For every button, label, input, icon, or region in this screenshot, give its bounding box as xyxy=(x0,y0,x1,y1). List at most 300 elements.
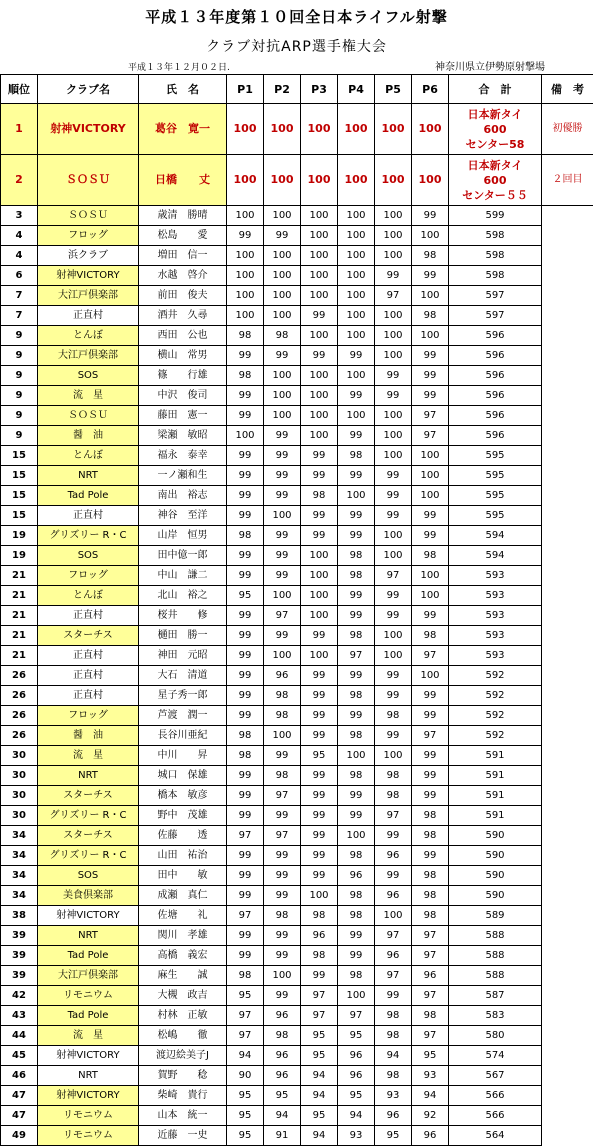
score-cell: 95 xyxy=(227,986,264,1006)
club-cell: 正直村 xyxy=(38,646,139,666)
total-cell: 594 xyxy=(449,546,542,566)
club-cell: フロッグ xyxy=(38,226,139,246)
name-cell: 成瀬 真仁 xyxy=(139,886,227,906)
score-cell: 99 xyxy=(412,846,449,866)
total-cell: 591 xyxy=(449,746,542,766)
score-cell: 99 xyxy=(264,626,301,646)
total-cell: 580 xyxy=(449,1026,542,1046)
rank-cell: 34 xyxy=(1,866,38,886)
score-cell: 99 xyxy=(301,826,338,846)
name-cell: 日橋 丈 xyxy=(139,155,227,206)
score-cell: 95 xyxy=(301,1026,338,1046)
total-cell: 590 xyxy=(449,846,542,866)
club-cell: SOS xyxy=(38,546,139,566)
score-cell: 98 xyxy=(338,906,375,926)
table-row xyxy=(1,1086,593,1106)
rank-cell: 34 xyxy=(1,846,38,866)
score-cell: 95 xyxy=(227,1106,264,1126)
name-cell: 山田 祐治 xyxy=(139,846,227,866)
rank-cell: 9 xyxy=(1,326,38,346)
score-cell: 100 xyxy=(264,386,301,406)
total-cell: 593 xyxy=(449,626,542,646)
table-row xyxy=(1,246,593,266)
score-cell: 99 xyxy=(338,706,375,726)
score-cell: 99 xyxy=(264,986,301,1006)
score-cell: 98 xyxy=(412,306,449,326)
results-table xyxy=(0,74,593,1146)
table-row xyxy=(1,706,593,726)
score-cell: 100 xyxy=(301,406,338,426)
rank-cell: 39 xyxy=(1,946,38,966)
score-cell: 99 xyxy=(412,346,449,366)
rank-cell: 47 xyxy=(1,1086,38,1106)
total-cell: 593 xyxy=(449,586,542,606)
score-cell: 98 xyxy=(227,526,264,546)
score-cell: 99 xyxy=(264,526,301,546)
total-cell: 596 xyxy=(449,326,542,346)
club-cell: ＳＯＳＵ xyxy=(38,406,139,426)
score-cell: 99 xyxy=(227,926,264,946)
score-cell: 99 xyxy=(301,966,338,986)
name-cell: 賀野 稔 xyxy=(139,1066,227,1086)
note-cell: ２回目 xyxy=(542,155,593,206)
rank-cell: 15 xyxy=(1,466,38,486)
score-cell: 100 xyxy=(338,326,375,346)
table-row xyxy=(1,886,593,906)
score-cell: 100 xyxy=(375,906,412,926)
score-cell: 100 xyxy=(264,266,301,286)
score-cell: 97 xyxy=(412,946,449,966)
table-row xyxy=(1,486,593,506)
score-cell: 94 xyxy=(301,1086,338,1106)
rank-cell: 34 xyxy=(1,826,38,846)
score-cell: 99 xyxy=(338,506,375,526)
rank-cell: 30 xyxy=(1,806,38,826)
score-cell: 99 xyxy=(227,466,264,486)
page-subtitle: クラブ対抗ARP選手権大会 xyxy=(0,36,593,56)
score-cell: 100 xyxy=(375,546,412,566)
score-cell: 100 xyxy=(412,226,449,246)
club-cell: グリズリー R・C xyxy=(38,806,139,826)
score-cell: 99 xyxy=(264,346,301,366)
table-row xyxy=(1,206,593,226)
name-cell: 村林 正敏 xyxy=(139,1006,227,1026)
score-cell: 100 xyxy=(338,266,375,286)
club-cell: SOS xyxy=(38,366,139,386)
score-cell: 99 xyxy=(227,346,264,366)
score-cell: 99 xyxy=(338,926,375,946)
score-cell: 91 xyxy=(264,1126,301,1146)
club-cell: とんぼ xyxy=(38,446,139,466)
score-cell: 99 xyxy=(375,726,412,746)
table-row xyxy=(1,266,593,286)
score-cell: 97 xyxy=(227,1026,264,1046)
name-cell: 松島 愛 xyxy=(139,226,227,246)
score-cell: 99 xyxy=(412,746,449,766)
score-cell: 97 xyxy=(412,926,449,946)
score-cell: 98 xyxy=(338,766,375,786)
score-cell: 100 xyxy=(338,206,375,226)
name-cell: 渡辺絵美子J xyxy=(139,1046,227,1066)
table-row xyxy=(1,846,593,866)
score-cell: 99 xyxy=(227,886,264,906)
total-cell: 596 xyxy=(449,386,542,406)
name-cell: 一ノ瀬和生 xyxy=(139,466,227,486)
score-cell: 96 xyxy=(375,1106,412,1126)
score-cell: 98 xyxy=(338,626,375,646)
score-cell: 99 xyxy=(227,606,264,626)
score-cell: 96 xyxy=(264,1066,301,1086)
name-cell: 中川 昇 xyxy=(139,746,227,766)
score-cell: 99 xyxy=(227,686,264,706)
rank-cell: 19 xyxy=(1,546,38,566)
score-cell: 93 xyxy=(375,1086,412,1106)
total-line: センター５５ xyxy=(449,188,541,203)
score-cell: 100 xyxy=(301,266,338,286)
total-cell: 597 xyxy=(449,286,542,306)
score-cell: 99 xyxy=(264,546,301,566)
rank-cell: 19 xyxy=(1,526,38,546)
score-cell: 97 xyxy=(264,606,301,626)
score-cell: 95 xyxy=(338,1026,375,1046)
table-row xyxy=(1,426,593,446)
score-cell: 94 xyxy=(338,1106,375,1126)
score-cell: 95 xyxy=(227,1086,264,1106)
score-cell: 98 xyxy=(264,326,301,346)
table-row xyxy=(1,666,593,686)
total-cell: 595 xyxy=(449,466,542,486)
table-row xyxy=(1,566,593,586)
score-cell: 95 xyxy=(227,586,264,606)
table-row xyxy=(1,1026,593,1046)
score-cell: 99 xyxy=(227,386,264,406)
score-cell: 99 xyxy=(264,886,301,906)
name-cell: 柴崎 貴行 xyxy=(139,1086,227,1106)
score-cell: 100 xyxy=(301,646,338,666)
rank-cell: 9 xyxy=(1,406,38,426)
name-cell: 佐塘 礼 xyxy=(139,906,227,926)
header-p3: P3 xyxy=(301,75,338,104)
score-cell: 100 xyxy=(338,226,375,246)
score-cell: 99 xyxy=(264,226,301,246)
rank-cell: 47 xyxy=(1,1106,38,1126)
score-cell: 100 xyxy=(301,606,338,626)
table-row xyxy=(1,406,593,426)
score-cell: 100 xyxy=(301,566,338,586)
score-cell: 98 xyxy=(412,886,449,906)
score-cell: 99 xyxy=(227,946,264,966)
table-row xyxy=(1,766,593,786)
table-row xyxy=(1,446,593,466)
score-cell: 98 xyxy=(264,1026,301,1046)
score-cell: 99 xyxy=(412,766,449,786)
score-cell: 99 xyxy=(264,746,301,766)
rank-cell: 15 xyxy=(1,506,38,526)
score-cell: 100 xyxy=(338,826,375,846)
name-cell: 水越 啓介 xyxy=(139,266,227,286)
club-cell: Tad Pole xyxy=(38,1006,139,1026)
rank-cell: 30 xyxy=(1,786,38,806)
header-p5: P5 xyxy=(375,75,412,104)
score-cell: 100 xyxy=(375,346,412,366)
club-cell: 流 星 xyxy=(38,746,139,766)
score-cell: 99 xyxy=(338,666,375,686)
name-cell: 近藤 一史 xyxy=(139,1126,227,1146)
total-cell: 591 xyxy=(449,786,542,806)
score-cell: 99 xyxy=(264,446,301,466)
table-row xyxy=(1,786,593,806)
name-cell: 樋田 勝一 xyxy=(139,626,227,646)
score-cell: 99 xyxy=(264,946,301,966)
score-cell: 99 xyxy=(375,386,412,406)
score-cell: 98 xyxy=(264,686,301,706)
score-cell: 99 xyxy=(301,706,338,726)
score-cell: 100 xyxy=(375,406,412,426)
score-cell: 99 xyxy=(227,706,264,726)
name-cell: 城口 保雄 xyxy=(139,766,227,786)
table-row xyxy=(1,286,593,306)
score-cell: 95 xyxy=(375,1126,412,1146)
score-cell: 98 xyxy=(338,966,375,986)
score-cell: 100 xyxy=(338,986,375,1006)
name-cell: 篠 行雄 xyxy=(139,366,227,386)
table-row xyxy=(1,726,593,746)
score-cell: 95 xyxy=(264,1086,301,1106)
score-cell: 97 xyxy=(412,406,449,426)
name-cell: 佐藤 透 xyxy=(139,826,227,846)
rank-cell: 46 xyxy=(1,1066,38,1086)
score-cell: 99 xyxy=(412,606,449,626)
name-cell: 桜井 修 xyxy=(139,606,227,626)
score-cell: 96 xyxy=(375,886,412,906)
score-cell: 100 xyxy=(264,646,301,666)
rank-cell: 9 xyxy=(1,346,38,366)
score-cell: 99 xyxy=(227,866,264,886)
table-row xyxy=(1,466,593,486)
club-cell: リモニウム xyxy=(38,986,139,1006)
total-cell: 566 xyxy=(449,1086,542,1106)
total-cell: 595 xyxy=(449,446,542,466)
table-row xyxy=(1,946,593,966)
score-cell: 100 xyxy=(264,286,301,306)
score-cell: 98 xyxy=(338,726,375,746)
score-cell: 100 xyxy=(301,246,338,266)
score-cell: 100 xyxy=(301,586,338,606)
score-cell: 90 xyxy=(227,1066,264,1086)
total-cell: 593 xyxy=(449,646,542,666)
note-blank xyxy=(542,206,593,1146)
rank-cell: 45 xyxy=(1,1046,38,1066)
score-cell: 100 xyxy=(227,426,264,446)
score-cell: 97 xyxy=(227,826,264,846)
score-cell: 100 xyxy=(264,246,301,266)
total-cell: 596 xyxy=(449,426,542,446)
score-cell: 98 xyxy=(264,706,301,726)
table-row xyxy=(1,104,593,155)
name-cell: 芦渡 潤一 xyxy=(139,706,227,726)
score-cell: 97 xyxy=(412,426,449,446)
club-cell: 正直村 xyxy=(38,506,139,526)
club-cell: リモニウム xyxy=(38,1106,139,1126)
rank-cell: 44 xyxy=(1,1026,38,1046)
score-cell: 98 xyxy=(375,1026,412,1046)
name-cell: 藤田 憲一 xyxy=(139,406,227,426)
score-cell: 94 xyxy=(301,1066,338,1086)
score-cell: 98 xyxy=(375,1006,412,1026)
score-cell: 98 xyxy=(412,1006,449,1026)
score-cell: 98 xyxy=(301,486,338,506)
club-cell: 正直村 xyxy=(38,666,139,686)
score-cell: 100 xyxy=(412,666,449,686)
score-cell: 98 xyxy=(412,826,449,846)
score-cell: 98 xyxy=(227,966,264,986)
table-row xyxy=(1,155,593,206)
score-cell: 98 xyxy=(227,746,264,766)
score-cell: 98 xyxy=(338,846,375,866)
page-title: 平成１３年度第１０回全日本ライフル射撃 xyxy=(0,6,593,27)
club-cell: フロッグ xyxy=(38,706,139,726)
name-cell: 前田 俊夫 xyxy=(139,286,227,306)
score-cell: 99 xyxy=(301,806,338,826)
score-cell: 100 xyxy=(301,386,338,406)
total-cell: 598 xyxy=(449,226,542,246)
score-cell: 100 xyxy=(338,155,375,206)
rank-cell: 21 xyxy=(1,566,38,586)
score-cell: 94 xyxy=(412,1086,449,1106)
club-cell: 正直村 xyxy=(38,686,139,706)
club-cell: とんぼ xyxy=(38,586,139,606)
club-cell: NRT xyxy=(38,466,139,486)
score-cell: 99 xyxy=(338,806,375,826)
score-cell: 98 xyxy=(412,806,449,826)
rank-cell: 39 xyxy=(1,966,38,986)
total-cell: 588 xyxy=(449,966,542,986)
score-cell: 99 xyxy=(375,466,412,486)
club-cell: 射神VICTORY xyxy=(38,104,139,155)
rank-cell: 7 xyxy=(1,306,38,326)
total-cell: 596 xyxy=(449,366,542,386)
score-cell: 100 xyxy=(375,626,412,646)
table-row xyxy=(1,326,593,346)
total-cell: 595 xyxy=(449,486,542,506)
score-cell: 99 xyxy=(227,646,264,666)
score-cell: 99 xyxy=(412,706,449,726)
score-cell: 98 xyxy=(412,246,449,266)
club-cell: 射神VICTORY xyxy=(38,1086,139,1106)
score-cell: 97 xyxy=(264,826,301,846)
score-cell: 95 xyxy=(338,1086,375,1106)
score-cell: 99 xyxy=(375,506,412,526)
score-cell: 99 xyxy=(227,486,264,506)
score-cell: 100 xyxy=(338,746,375,766)
table-row xyxy=(1,1046,593,1066)
score-cell: 96 xyxy=(338,866,375,886)
name-cell: 神田 元昭 xyxy=(139,646,227,666)
club-cell: NRT xyxy=(38,926,139,946)
score-cell: 99 xyxy=(338,346,375,366)
score-cell: 100 xyxy=(301,886,338,906)
club-cell: SOS xyxy=(38,866,139,886)
table-row xyxy=(1,226,593,246)
score-cell: 95 xyxy=(301,746,338,766)
club-cell: Tad Pole xyxy=(38,946,139,966)
total-cell: 588 xyxy=(449,946,542,966)
club-cell: ＳＯＳＵ xyxy=(38,206,139,226)
score-cell: 99 xyxy=(301,786,338,806)
score-cell: 100 xyxy=(264,366,301,386)
score-cell: 97 xyxy=(412,646,449,666)
name-cell: 田中 敏 xyxy=(139,866,227,886)
score-cell: 99 xyxy=(264,566,301,586)
score-cell: 99 xyxy=(301,866,338,886)
score-cell: 100 xyxy=(227,206,264,226)
total-line: 日本新タイ xyxy=(449,107,541,122)
club-cell: 醤 油 xyxy=(38,426,139,446)
header-rank: 順位 xyxy=(1,75,38,104)
score-cell: 97 xyxy=(375,966,412,986)
score-cell: 100 xyxy=(412,446,449,466)
score-cell: 99 xyxy=(338,386,375,406)
score-cell: 97 xyxy=(227,906,264,926)
rank-cell: 15 xyxy=(1,486,38,506)
score-cell: 99 xyxy=(338,786,375,806)
total-cell: 592 xyxy=(449,726,542,746)
score-cell: 98 xyxy=(375,1066,412,1086)
club-cell: 流 星 xyxy=(38,1026,139,1046)
total-cell: 593 xyxy=(449,606,542,626)
name-cell: 麻生 誠 xyxy=(139,966,227,986)
table-row xyxy=(1,806,593,826)
score-cell: 98 xyxy=(338,686,375,706)
table-row xyxy=(1,506,593,526)
name-cell: 歳清 勝晴 xyxy=(139,206,227,226)
header-row xyxy=(1,75,593,104)
score-cell: 98 xyxy=(412,626,449,646)
club-cell: ＳＯＳＵ xyxy=(38,155,139,206)
event-venue: 神奈川県立伊勢原射撃場 xyxy=(435,58,545,73)
table-row xyxy=(1,366,593,386)
score-cell: 98 xyxy=(227,366,264,386)
score-cell: 99 xyxy=(338,426,375,446)
score-cell: 99 xyxy=(375,986,412,1006)
score-cell: 100 xyxy=(338,306,375,326)
score-cell: 97 xyxy=(412,726,449,746)
score-cell: 100 xyxy=(264,506,301,526)
score-cell: 99 xyxy=(227,846,264,866)
rank-cell: 26 xyxy=(1,706,38,726)
score-cell: 99 xyxy=(301,726,338,746)
score-cell: 100 xyxy=(301,226,338,246)
score-cell: 100 xyxy=(375,246,412,266)
score-cell: 100 xyxy=(264,206,301,226)
score-cell: 100 xyxy=(338,246,375,266)
score-cell: 100 xyxy=(412,566,449,586)
score-cell: 97 xyxy=(375,806,412,826)
score-cell: 99 xyxy=(227,786,264,806)
score-cell: 92 xyxy=(412,1106,449,1126)
header-total: 合 計 xyxy=(449,75,542,104)
score-cell: 99 xyxy=(227,566,264,586)
total-cell: 597 xyxy=(449,306,542,326)
total-cell: 590 xyxy=(449,866,542,886)
score-cell: 98 xyxy=(227,726,264,746)
table-row xyxy=(1,686,593,706)
name-cell: 北山 裕之 xyxy=(139,586,227,606)
score-cell: 98 xyxy=(338,446,375,466)
score-cell: 100 xyxy=(301,155,338,206)
table-row xyxy=(1,906,593,926)
score-cell: 98 xyxy=(412,866,449,886)
